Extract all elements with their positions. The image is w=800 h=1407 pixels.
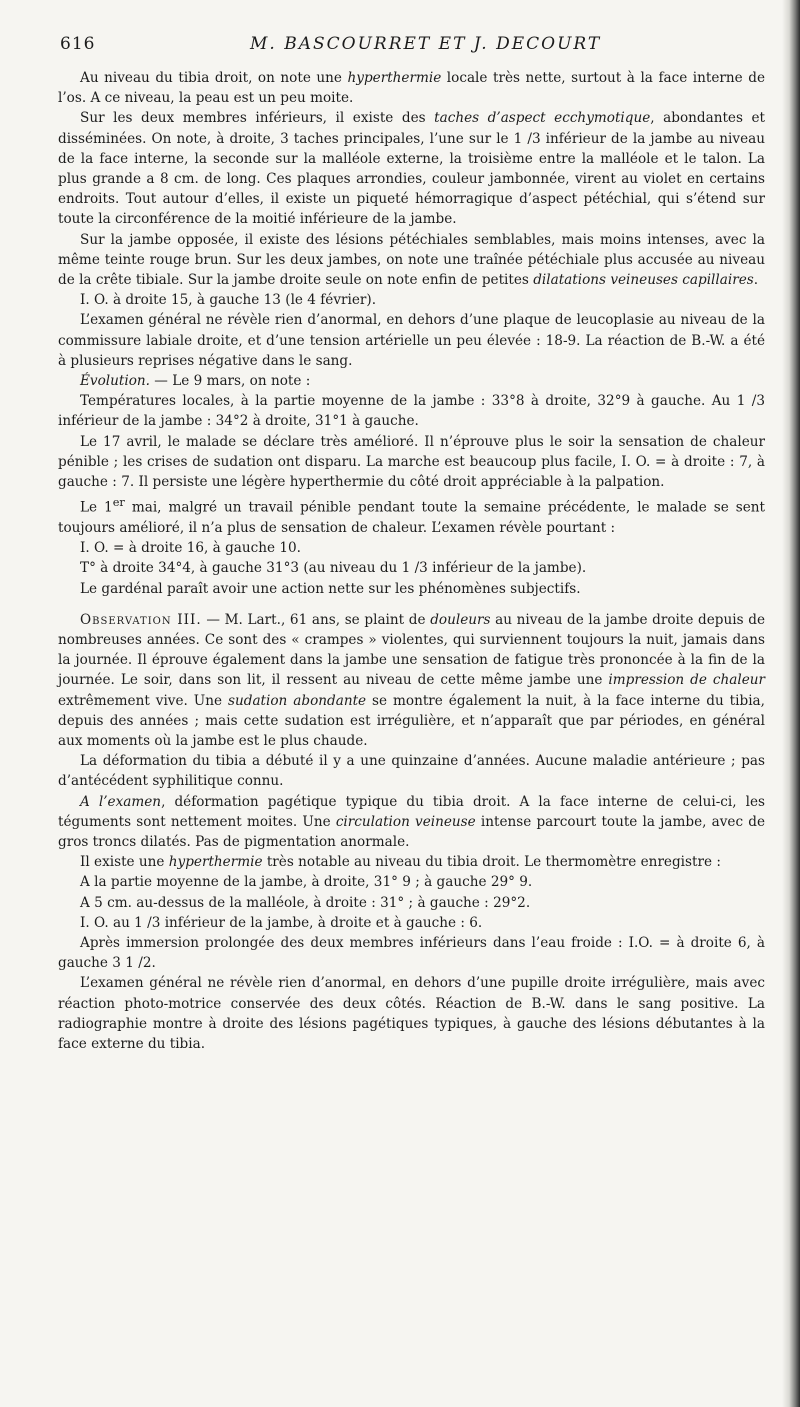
italic-text: dilatations veineuses capillaires: [533, 272, 754, 289]
text-run: Au niveau du tibia droit, on note une: [80, 70, 348, 86]
paragraph: [58, 230, 765, 291]
book-spine-shadow: [782, 0, 800, 1407]
italic-text: hyperthermie: [168, 854, 263, 871]
paragraph: [58, 933, 765, 973]
text-run: Le 17 avril, le malade se déclare très amélioré. Il n’éprouve plus le soir la sensation de chaleur pénible ; les crises de sudation ont disparu. La marche est beaucoup plus facile, I. O. = à droite : 7, à gauche : 7. Il persiste une légère hyperthermie du côté droit appréciable à la palpation.: [58, 433, 765, 491]
paragraph: [58, 538, 765, 558]
text-run: extrêmement vive. Une: [58, 692, 229, 709]
paragraph: [58, 371, 765, 391]
paragraph: [58, 792, 765, 853]
italic-text: sudation abondante: [228, 692, 367, 709]
text-run: L’examen général ne révèle rien d’anormal, en dehors d’une plaque de leucoplasie au niveau de la commissure labiale droite, et d’une tension artérielle un peu élevée : 18-9. La réaction de B.-W. a été à plusieurs reprises négative dans le sang.: [58, 312, 765, 369]
paragraph: [58, 913, 765, 933]
text-run: Après immersion prolongée des deux membres inférieurs dans l’eau froide : I.O. = à droite 6, à gauche 3 1 /2.: [58, 935, 765, 972]
text-run: très notable au niveau du tibia droit. Le thermomètre enregistre :: [262, 854, 721, 871]
text-run: — Le 9 mars, on note :: [149, 373, 311, 390]
paragraph: [58, 290, 765, 310]
text-run: au niveau de la jambe droite depuis de nombreuses années. Ce sont des « crampes » violentes, qui surviennent toujours la nuit, jamais dans la journée. Il éprouve également dans la jambe une sensation de fatigue très prononcée à la fin de la journée. Le soir, dans son lit, il ressent au niveau de cette même jambe une: [58, 611, 765, 689]
text-run: Températures locales, à la partie moyenne de la jambe : 33°8 à droite, 32°9 à gauche. Au 1 /3 inférieur de la jambe : 34°2 à droite, 31°1 à gauche.: [58, 393, 765, 430]
text-run: .: [753, 272, 759, 289]
paragraph: [58, 558, 765, 578]
text-run: T° à droite 34°4, à gauche 31°3 (au niveau du 1 /3 inférieur de la jambe).: [80, 560, 587, 577]
text-run: I. O. au 1 /3 inférieur de la jambe, à droite et à gauche : 6.: [80, 914, 483, 931]
text-run: L’examen général ne révèle rien d’anormal, en dehors d’une pupille droite irrégulière, mais avec réaction photo-motrice conservée des deux côtés. Réaction de B.-W. dans le sang positive. La radiographie montre à droite des lésions pagétiques typiques, à gauche des lésions débutantes à la face externe du tibia.: [58, 975, 765, 1053]
italic-text: taches d’aspect ecchymotique: [434, 110, 651, 127]
text-run: , abondantes et disséminées. On note, à droite, 3 taches principales, l’une sur le 1 /3 inférieur de la jambe au niveau de la face interne, la seconde sur la malléole externe, la troisième entre la malléole et le talon. La plus grande a 8 cm. de long. Ces plaques arrondies, couleur jambonnée, virent au violet en certains endroits. Tout autour d’elles, il existe un piqueté hémorragique d’aspect pétéchial, qui s’étend sur toute la circonférence de la moitié inférieure de la jambe.: [58, 110, 765, 228]
paragraph: [58, 492, 765, 538]
text-run: A 5 cm. au-dessus de la malléole, à droite : 31° ; à gauche : 29°2.: [80, 894, 531, 911]
text-run: A la partie moyenne de la jambe, à droite, 31° 9 ; à gauche 29° 9.: [80, 874, 533, 891]
running-header: [60, 34, 780, 58]
paragraph: [58, 852, 765, 872]
running-title: M. BASCOURRET ET J. DECOURT: [250, 34, 602, 54]
italic-text: Évolution.: [80, 373, 150, 390]
italic-text: douleurs: [430, 611, 491, 628]
text-run: I. O. à droite 15, à gauche 13 (le 4 février).: [80, 292, 377, 309]
article-body: [58, 68, 765, 1054]
paragraph: [58, 973, 765, 1054]
text-run: , déformation pagétique typique du tibia droit. A la face interne de celui-ci, les téguments sont nettement moites. Une: [58, 793, 766, 830]
text-run: locale très nette, surtout à la face interne de l’os. A ce niveau, la peau est un peu moite.: [58, 70, 765, 107]
paragraph: [58, 68, 765, 108]
text-run: La déformation du tibia a débuté il y a une quinzaine d’années. Aucune maladie antérieure ; pas d’antécédent syphilitique connu.: [58, 753, 765, 790]
italic-text: A l’examen: [80, 793, 162, 810]
text-run: I. O. = à droite 16, à gauche 10.: [80, 540, 301, 557]
paragraph: [58, 391, 765, 431]
paragraph: [58, 872, 765, 892]
paragraph: [58, 432, 765, 493]
text-run: se montre également la nuit, à la face interne du tibia, depuis des années ; mais cette sudation est irrégulière, et n’apparaît que par périodes, en général aux moments où la jambe est le plus chaude.: [58, 692, 765, 750]
text-run: Le gardénal paraît avoir une action nette sur les phénomènes subjectifs.: [80, 580, 581, 597]
paragraph: [58, 579, 765, 599]
paragraph: [58, 610, 765, 751]
paragraph: [58, 108, 765, 229]
text-run: mai, malgré un travail pénible pendant toute la semaine précédente, le malade se sent toujours amélioré, il n’a plus de sensation de chaleur. L’examen révèle pourtant :: [58, 499, 766, 536]
italic-text: circulation veineuse: [335, 813, 476, 830]
italic-text: impression de chaleur: [608, 672, 765, 689]
italic-text: hyperthermie: [347, 70, 442, 86]
paragraph: [58, 310, 765, 371]
observation-heading: Observation III.: [80, 611, 202, 628]
text-run: Sur les deux membres inférieurs, il existe des: [80, 110, 435, 127]
paragraph: [58, 751, 765, 791]
paragraph: [58, 893, 765, 913]
text-run: — M. Lart., 61 ans, se plaint de: [201, 611, 431, 628]
text-run: Le 1: [80, 499, 113, 516]
text-run: Il existe une: [80, 854, 169, 871]
text-run: er: [112, 495, 125, 510]
text-run: intense parcourt toute la jambe, avec de gros troncs dilatés. Pas de pigmentation anormale.: [58, 813, 766, 851]
text-run: Sur la jambe opposée, il existe des lésions pétéchiales semblables, mais moins intenses, avec la même teinte rouge brun. Sur les deux jambes, on note une traînée pétéchiale plus accusée au niveau de la crête tibiale. Sur la jambe droite seule on note enfin de petites: [58, 231, 765, 289]
page-number: 616: [60, 34, 96, 54]
